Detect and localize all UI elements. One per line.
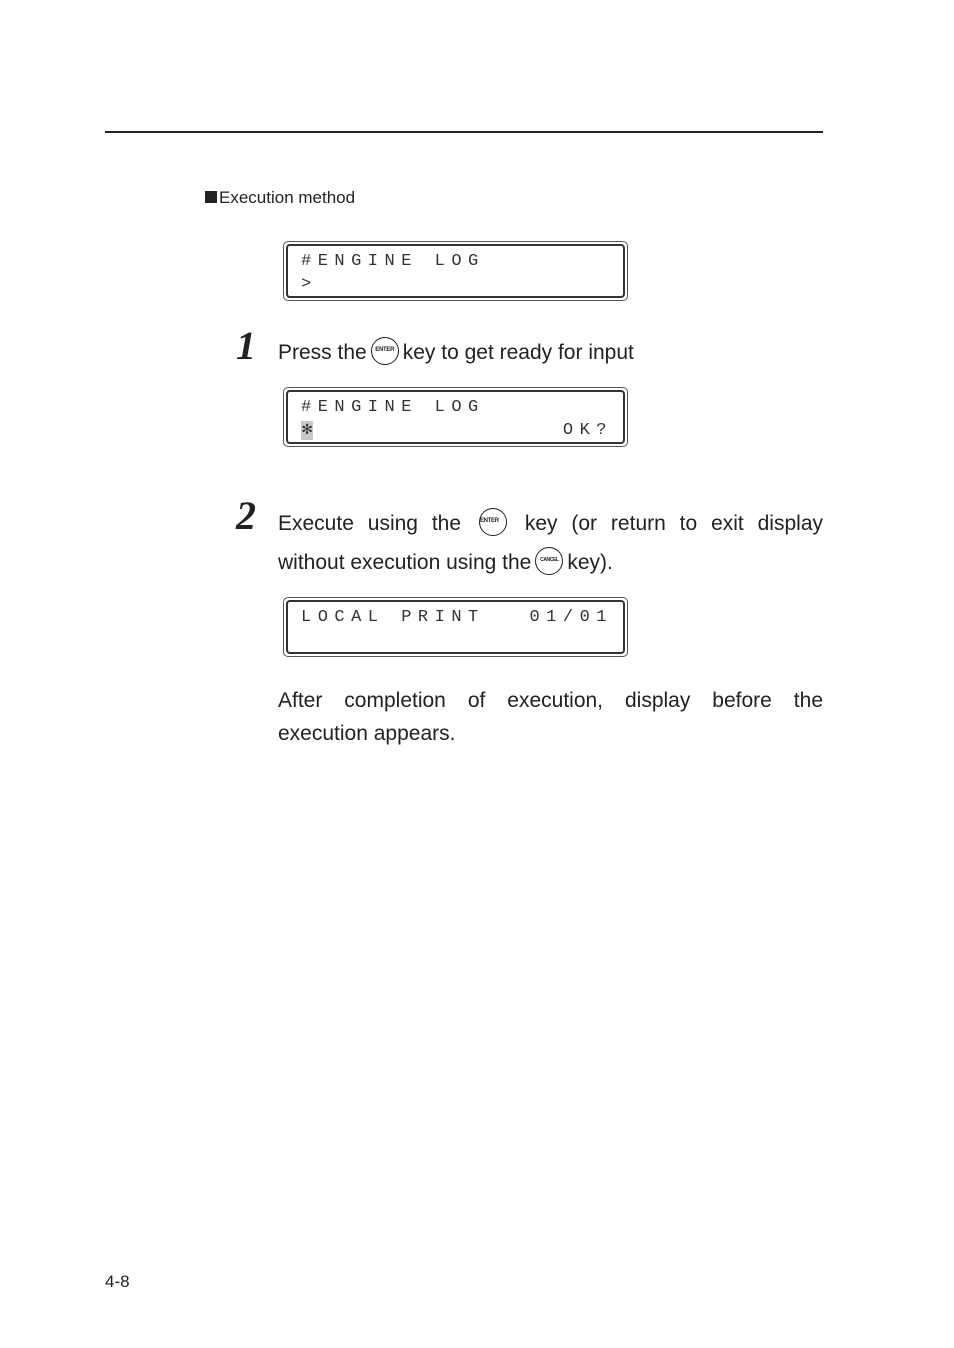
header-rule: [105, 131, 823, 133]
lcd-line-1-left: LOCAL PRINT: [301, 608, 485, 627]
lcd-line-1: #ENGINE LOG: [301, 252, 485, 271]
section-heading: Execution method: [205, 187, 355, 209]
enter-key-icon: ENTER: [479, 508, 507, 536]
step-number-2: 2: [236, 493, 256, 538]
enter-key-icon: ENTER: [371, 337, 399, 365]
lcd-ok-prompt: OK?: [562, 421, 613, 440]
step-2-instruction-line-2: without execution using the CANCEL key).: [278, 543, 823, 582]
lcd-line-2: [301, 421, 313, 441]
completion-note-line-2: execution appears.: [278, 722, 456, 745]
lcd-display-engine-log-confirm: [283, 387, 628, 447]
page-number: 4-8: [105, 1272, 130, 1291]
step-1-instruction: Press the ENTER key to get ready for input: [278, 333, 823, 372]
lcd-line-1-right: 01/01: [529, 608, 613, 627]
lcd-line-1: #ENGINE LOG: [301, 398, 485, 417]
completion-note-line-1: After completion of execution, display before the: [278, 689, 823, 712]
black-square-bullet-icon: [205, 191, 217, 203]
cancel-key-icon: CANCEL: [535, 547, 563, 575]
step-number-1: 1: [236, 323, 256, 368]
lcd-display-engine-log: [283, 241, 628, 301]
lcd-line-2: >: [301, 275, 318, 294]
step-2-instruction-line-1: Execute using the ENTER key (or return to exit display: [278, 504, 823, 543]
lcd-display-local-print: [283, 597, 628, 657]
lcd-cursor-icon: ✻: [302, 421, 313, 440]
completion-note: [278, 684, 823, 750]
